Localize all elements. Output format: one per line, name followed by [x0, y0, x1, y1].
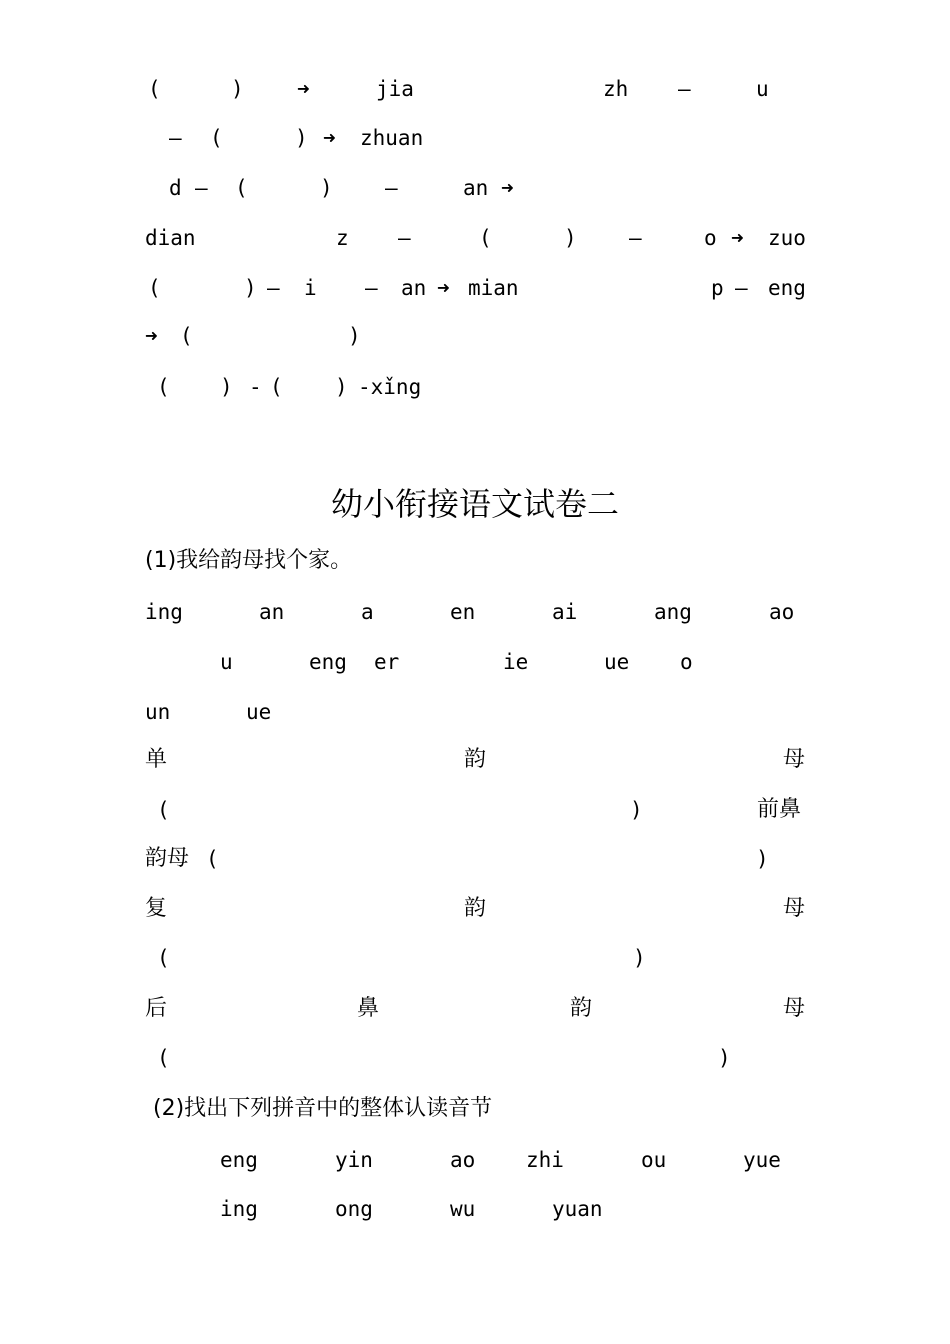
section1-heading: (1)我给韵母找个家。	[145, 548, 353, 573]
exercise-row-7	[145, 372, 807, 402]
pinyin-text: o	[704, 226, 717, 250]
arrow-icon: ➜	[501, 176, 514, 200]
syllable-item: yin	[335, 1148, 373, 1172]
category-char: 韵	[464, 896, 487, 921]
final-item: ue	[246, 700, 272, 724]
paren-close: )	[348, 324, 361, 348]
answer-line-4	[145, 1043, 807, 1073]
category-label: 前鼻	[757, 797, 802, 822]
paren-close: )	[756, 847, 769, 871]
pinyin-text: an	[463, 176, 489, 200]
final-item: ue	[604, 650, 630, 674]
final-item: un	[145, 700, 171, 724]
paren-close: )	[244, 276, 257, 300]
pinyin-text: d	[169, 176, 182, 200]
pinyin-text: eng	[768, 276, 806, 300]
final-item: ao	[769, 600, 795, 624]
syllable-item: zhi	[526, 1148, 564, 1172]
category-single-finals	[145, 745, 807, 775]
paren-open: (	[148, 276, 161, 300]
category-char: 母	[783, 996, 806, 1021]
final-item: ing	[145, 600, 183, 624]
paren-open: (	[206, 847, 219, 871]
exercise-row-2	[145, 123, 807, 153]
exercise-row-3	[145, 173, 807, 203]
answer-line-1	[145, 795, 807, 825]
category-compound-finals	[145, 894, 807, 924]
paren-open: (	[270, 375, 283, 399]
exercise-row-6	[145, 321, 807, 351]
page-title: 幼小衔接语文试卷二	[330, 485, 619, 523]
paren-open: (	[180, 324, 193, 348]
exercise-row-1	[145, 74, 807, 104]
arrow-icon: ➜	[323, 126, 336, 150]
paren-open: (	[157, 1046, 170, 1070]
paren-open: (	[157, 375, 170, 399]
final-item: an	[259, 600, 285, 624]
dash: —	[398, 226, 411, 250]
category-back-nasal-finals	[145, 994, 807, 1024]
pinyin-text: an	[401, 276, 427, 300]
pinyin-text: z	[336, 226, 349, 250]
paren-close: )	[295, 126, 308, 150]
final-item: en	[450, 600, 476, 624]
pinyin-text: zuo	[768, 226, 806, 250]
dash: -	[249, 375, 262, 399]
syllable-item: yuan	[552, 1197, 603, 1221]
exercise-row-5	[145, 273, 807, 303]
final-item: ie	[503, 650, 529, 674]
syllables-row-2	[145, 1194, 807, 1224]
arrow-icon: ➜	[437, 276, 450, 300]
syllable-item: eng	[220, 1148, 258, 1172]
arrow-icon: ➜	[731, 226, 744, 250]
dash: —	[678, 77, 691, 101]
dash: —	[735, 276, 748, 300]
final-item: ai	[552, 600, 578, 624]
category-char: 母	[783, 747, 806, 772]
pinyin-text: dian	[145, 226, 196, 250]
pinyin-text: jia	[376, 77, 414, 101]
paren-close: )	[564, 226, 577, 250]
category-char: 单	[145, 747, 168, 772]
category-char: 鼻	[357, 996, 380, 1021]
final-item: a	[361, 600, 374, 624]
paren-open: (	[148, 77, 161, 101]
paren-close: )	[633, 946, 646, 970]
paren-open: (	[157, 946, 170, 970]
syllable-item: ao	[450, 1148, 476, 1172]
dash: —	[365, 276, 378, 300]
pinyin-text: p	[711, 276, 724, 300]
pinyin-text: i	[304, 276, 317, 300]
category-char: 韵	[464, 747, 487, 772]
syllables-row-1	[145, 1145, 807, 1175]
paren-close: )	[320, 176, 333, 200]
final-item: u	[220, 650, 233, 674]
answer-line-2	[145, 844, 807, 874]
category-char: 后	[145, 996, 168, 1021]
syllable-item: wu	[450, 1197, 476, 1221]
dash: —	[169, 126, 182, 150]
syllable-item: ong	[335, 1197, 373, 1221]
final-item: eng	[309, 650, 347, 674]
finals-row-3	[145, 697, 807, 727]
dash: —	[195, 176, 208, 200]
exercise-row-4	[145, 223, 807, 253]
answer-line-3	[145, 943, 807, 973]
section2-heading: (2)找出下列拼音中的整体认读音节	[153, 1096, 493, 1121]
arrow-icon: ➜	[145, 324, 158, 348]
pinyin-text: u	[756, 77, 769, 101]
finals-row-2	[145, 647, 807, 677]
paren-open: (	[210, 126, 223, 150]
arrow-icon: ➜	[297, 77, 310, 101]
category-char: 母	[783, 896, 806, 921]
pinyin-text: mian	[468, 276, 519, 300]
final-item: o	[680, 650, 693, 674]
category-char: 韵	[570, 996, 593, 1021]
category-char: 复	[145, 896, 168, 921]
paren-close: )	[630, 798, 643, 822]
syllable-item: ing	[220, 1197, 258, 1221]
syllable-item: yue	[743, 1148, 781, 1172]
dash: —	[385, 176, 398, 200]
paren-close: )	[718, 1046, 731, 1070]
pinyin-text: zhuan	[360, 126, 424, 150]
dash: —	[267, 276, 280, 300]
final-item: er	[374, 650, 400, 674]
syllable-item: ou	[641, 1148, 667, 1172]
pinyin-text: -xǐng	[358, 375, 422, 399]
paren-open: (	[235, 176, 248, 200]
paren-open: (	[479, 226, 492, 250]
category-label: 韵母	[145, 846, 190, 871]
paren-open: (	[157, 798, 170, 822]
pinyin-text: zh	[603, 77, 629, 101]
final-item: ang	[654, 600, 692, 624]
paren-close: )	[335, 375, 348, 399]
dash: —	[629, 226, 642, 250]
finals-row-1	[145, 597, 807, 627]
paren-close: )	[220, 375, 233, 399]
paren-close: )	[231, 77, 244, 101]
